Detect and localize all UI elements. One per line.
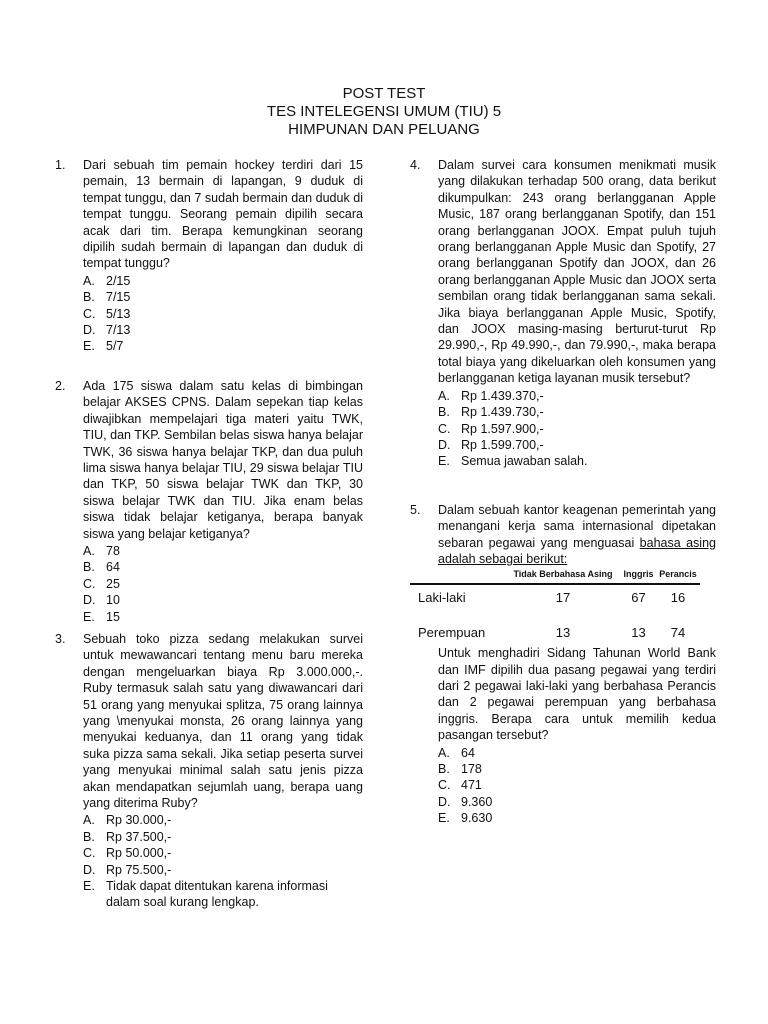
option-b: B. 64	[83, 560, 120, 575]
question-2	[55, 378, 363, 625]
question-number: 1.	[55, 158, 66, 172]
option-e: E. 15	[83, 609, 120, 624]
option-e: E. 9.630	[438, 811, 493, 826]
question-text-continued: Untuk menghadiri Sidang Tahunan World Bank dan IMF dipilih dua pasang pegawai yang terdiri dari 2 pegawai laki-laki yang berbahasa Perancis dan 2 pegawai perempuan yang berbahasa inggris. Berapa cara untuk memilih kedua pasangan tersebut?	[438, 646, 716, 743]
language-distribution-table	[410, 567, 700, 645]
option-a: A. 78	[83, 543, 120, 558]
question-3	[55, 631, 363, 911]
row-label: Laki-laki	[418, 590, 466, 606]
question-text: Dalam survei cara konsumen menikmati musik yang dilakukan terhadap 500 orang, data berikut dikumpulkan: 243 orang berlangganan Apple Music, 187 orang berlangganan Spotify, dan 151 orang berlangganan JOOX. Empat puluh tujuh orang berlangganan Apple Music dan Spotify, 27 orang berlangganan Spotify dan JOOX, dan 26 orang berlangganan Apple Music dan JOOX serta sembilan orang tidak berlangganan sama sekali. Jika biaya berlangganan Apple Music, Spotify, dan JOOX masing-masing berturut-turut Rp 29.990,-, Rp 49.990,-, dan 79.990,-, maka berapa total biaya yang dikeluarkan oleh konsumen yang berlangganan ketiga layanan musik tersebut?	[438, 158, 716, 386]
table-cell: 16	[670, 590, 686, 606]
question-text	[438, 502, 716, 568]
table-cell: 17	[555, 590, 571, 606]
option-list	[83, 812, 363, 910]
question-number: 3.	[55, 631, 66, 646]
title-line-1: POST TEST	[342, 85, 426, 102]
option-a: A. 64	[438, 745, 475, 760]
title-line-2: TES INTELEGENSI UMUM (TIU) 5	[266, 103, 502, 120]
question-intro: Dalam sebuah kantor keagenan pemerintah yang menangani kerja sama internasional dipetakan sebaran pegawai yang menguasai	[438, 502, 716, 550]
question-intro-underlined: bahasa asing adalah sebagai berikut:	[438, 535, 716, 566]
table-cell: 74	[670, 624, 686, 640]
option-d: D. Rp 75.500,-	[83, 862, 172, 877]
question-text: Dari sebuah tim pemain hockey terdiri dari 15 pemain, 13 bermain di lapangan, 9 duduk di tempat tunggu, dan 7 sudah bermain dan duduk di tempat tunggu. Seorang pemain dipilih secara acak dari tim. Berapa kemungkinan seorang dipilih sudah bermain di lapangan dan duduk di tempat tunggu?	[83, 158, 363, 271]
question-text: Sebuah toko pizza sedang melakukan survei untuk mewawancari tentang menu baru mereka dengan mengeluarkan biaya Rp 3.000.000,-. Ruby termasuk salah satu yang diwawancari dari 51 orang yang menyukai splitza, 75 orang lainnya yang \menyukai monsta, 26 orang lainnya yang menyukai keduanya, dan 11 orang yang tidak suka pizza sama sekali. Jika setiap peserta survei yang menyukai minimal salah satu jenis pizza akan mendapatkan sejumlah uang, berapa uang yang diterima Ruby?	[83, 631, 363, 811]
title-line-3: HIMPUNAN DAN PELUANG	[288, 121, 480, 138]
option-list	[83, 543, 363, 625]
option-c: C. 471	[438, 778, 482, 793]
option-e: E. Semua jawaban salah.	[438, 454, 588, 469]
option-list	[83, 273, 363, 355]
table-header-row	[410, 567, 700, 584]
table-cell: 13	[555, 624, 571, 640]
option-c: C. Rp 1.597.900,-	[438, 421, 544, 436]
option-a: A. Rp 1.439.370,-	[438, 388, 544, 403]
option-c: C. Rp 50.000,-	[83, 846, 172, 861]
question-number: 4.	[410, 158, 421, 172]
table-header-cell: Tidak Berbahasa Asing	[505, 567, 621, 584]
option-d: D. Rp 1.599.700,-	[438, 437, 544, 452]
option-list	[410, 745, 716, 827]
table-cell: 67	[631, 590, 646, 606]
table-cell: 13	[631, 624, 646, 640]
row-label: Perempuan	[418, 624, 486, 640]
option-b: B. Rp 37.500,-	[83, 829, 172, 844]
option-e: E. Tidak dapat ditentukan karena informasi dalam soal kurang lengkap.	[83, 879, 328, 910]
question-1	[55, 157, 363, 355]
option-a: A. Rp 30.000,-	[83, 813, 172, 828]
left-column	[55, 157, 363, 911]
option-list	[438, 388, 716, 470]
question-5	[410, 502, 716, 827]
question-4	[410, 157, 716, 470]
table-header-cell: Perancis	[656, 567, 700, 584]
option-c: C. 5/13	[83, 306, 131, 321]
question-text: Ada 175 siswa dalam satu kelas di bimbingan belajar AKSES CPNS. Dalam sepekan tiap kelas diwajibkan mempelajari tiga materi yaitu TWK, TIU, dan TKP. Sembilan belas siswa hanya belajar TWK, 36 siswa hanya belajar TKP, dan dua puluh lima siswa hanya belajar TIU, 29 siswa belajar TIU dan TKP, 50 siswa belajar TWK dan TKP, 30 siswa belajar TWK dan TIU. Jika enam belas siswa tidak belajar ketiganya, berapa banyak siswa yang belajar ketiganya?	[83, 378, 363, 541]
option-c: C. 25	[83, 576, 120, 591]
option-e: E. 5/7	[83, 339, 124, 354]
table-row	[410, 584, 700, 620]
option-d: D. 9.360	[438, 794, 493, 809]
table-row	[410, 621, 700, 645]
question-number: 5.	[410, 502, 421, 517]
right-column	[410, 157, 716, 827]
option-b: B. Rp 1.439.730,-	[438, 405, 544, 420]
question-number: 2.	[55, 378, 66, 393]
option-b: B. 178	[438, 762, 482, 776]
option-a: A. 2/15	[83, 273, 131, 288]
table-header-empty	[410, 567, 505, 584]
option-d: D. 7/13	[83, 323, 131, 338]
document-title	[0, 85, 768, 139]
table-header-cell: Inggris	[621, 567, 656, 584]
option-b: B. 7/15	[83, 290, 131, 305]
option-d: D. 10	[83, 593, 120, 608]
